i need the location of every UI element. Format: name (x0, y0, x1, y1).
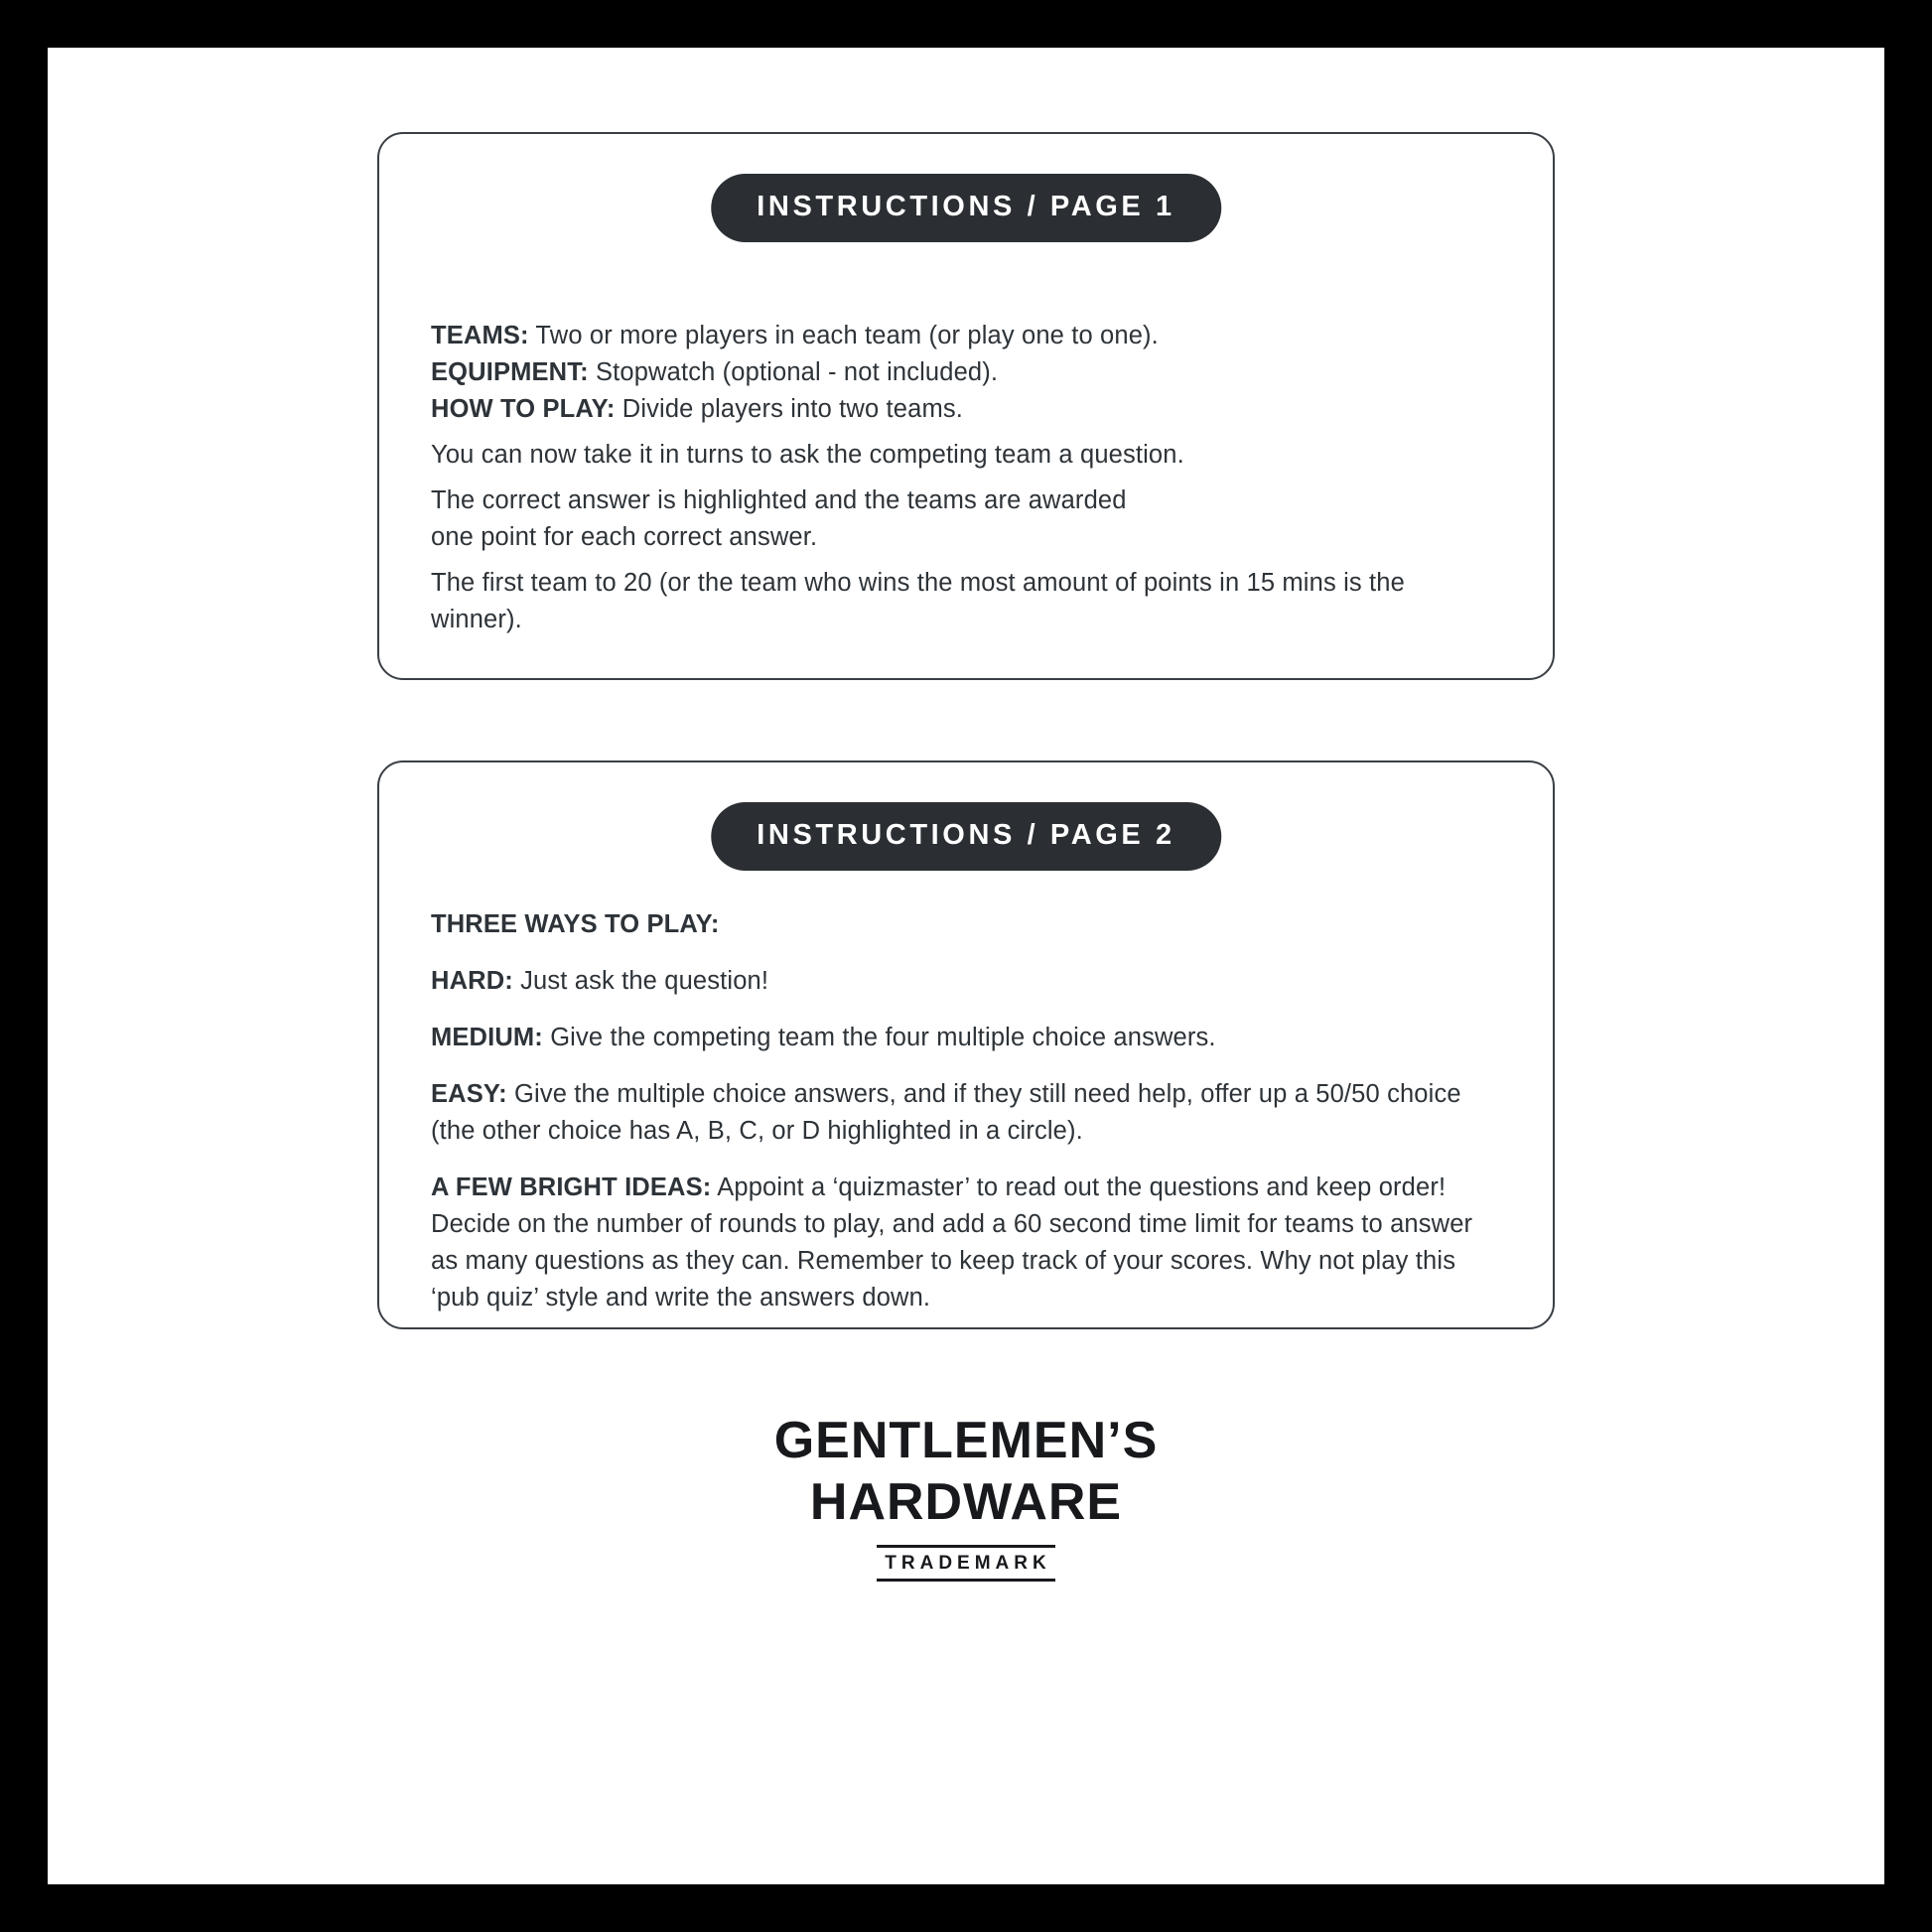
card-1-text-teams: Two or more players in each team (or play one to one). (528, 322, 1159, 349)
card-2-label-bright-ideas: A FEW BRIGHT IDEAS: (431, 1173, 712, 1201)
card-1-label-equipment: EQUIPMENT: (431, 358, 589, 386)
instructions-card-page-1 (377, 132, 1555, 680)
document-page (48, 48, 1884, 1884)
instructions-sheet (48, 48, 1884, 1884)
card-1-line-first-team: The first team to 20 (or the team who wins the most amount of points in 15 mins is the winner). (431, 569, 1405, 633)
card-1-line-teams (431, 318, 1513, 354)
card-1-label-teams: TEAMS: (431, 322, 529, 349)
card-1-line-correct-answer: The correct answer is highlighted and the teams are awarded one point for each correct answer. (431, 486, 1127, 551)
spacer (431, 1150, 1513, 1170)
card-2-label-three-ways: THREE WAYS TO PLAY: (431, 910, 720, 938)
card-2-text-hard: Just ask the question! (512, 967, 769, 995)
card-1-label-howtoplay: HOW TO PLAY: (431, 395, 616, 423)
card-2-text-easy: Give the multiple choice answers, and if they still need help, offer up a 50/50 choice (the other choice has A, B, C, or D highlighted in a circle). (431, 1080, 1461, 1145)
spacer (431, 943, 1513, 963)
instructions-card-page-2 (377, 760, 1555, 1329)
spacer (431, 428, 1513, 437)
card-2-line-medium (431, 1020, 1513, 1056)
card-1-title-pill: INSTRUCTIONS / PAGE 1 (711, 174, 1221, 242)
card-2-title-pill: INSTRUCTIONS / PAGE 2 (711, 802, 1221, 871)
brand-trademark-wrap (877, 1545, 1054, 1582)
card-2-body (431, 906, 1513, 1316)
card-2-label-hard: HARD: (431, 967, 513, 995)
brand-line-1: GENTLEMEN’S (773, 1412, 1159, 1469)
card-1-line-howtoplay (431, 391, 1513, 428)
brand-line-2: HARDWARE (809, 1473, 1123, 1531)
card-1-text-howtoplay: Divide players into two teams. (615, 395, 963, 423)
card-2-line-easy (431, 1076, 1503, 1150)
card-2-line-hard (431, 963, 1513, 1000)
card-1-line-turns: You can now take it in turns to ask the competing team a question. (431, 441, 1184, 469)
card-1-line-equipment (431, 354, 1513, 391)
card-2-text-medium: Give the competing team the four multiple choice answers. (542, 1024, 1216, 1051)
spacer (431, 1056, 1513, 1076)
spacer (431, 474, 1513, 483)
spacer (431, 556, 1513, 565)
card-2-text-bright-ideas: Appoint a ‘quizmaster’ to read out the questions and keep order! Decide on the number of rounds to play, and add a 60 second time limit for teams to answer as many questions as they can. Remember to keep track of your scores. Why not play this ‘pub quiz’ style and write the answers down. (431, 1173, 1473, 1311)
card-2-line-three-ways (431, 906, 1513, 943)
brand-logo (48, 1410, 1884, 1582)
brand-trademark: TRADEMARK (877, 1545, 1054, 1582)
card-1-text-equipment: Stopwatch (optional - not included). (588, 358, 999, 386)
card-2-line-bright-ideas (431, 1170, 1488, 1316)
card-2-label-easy: EASY: (431, 1080, 507, 1108)
spacer (431, 1000, 1513, 1020)
card-2-label-medium: MEDIUM: (431, 1024, 543, 1051)
card-1-body (431, 318, 1513, 638)
